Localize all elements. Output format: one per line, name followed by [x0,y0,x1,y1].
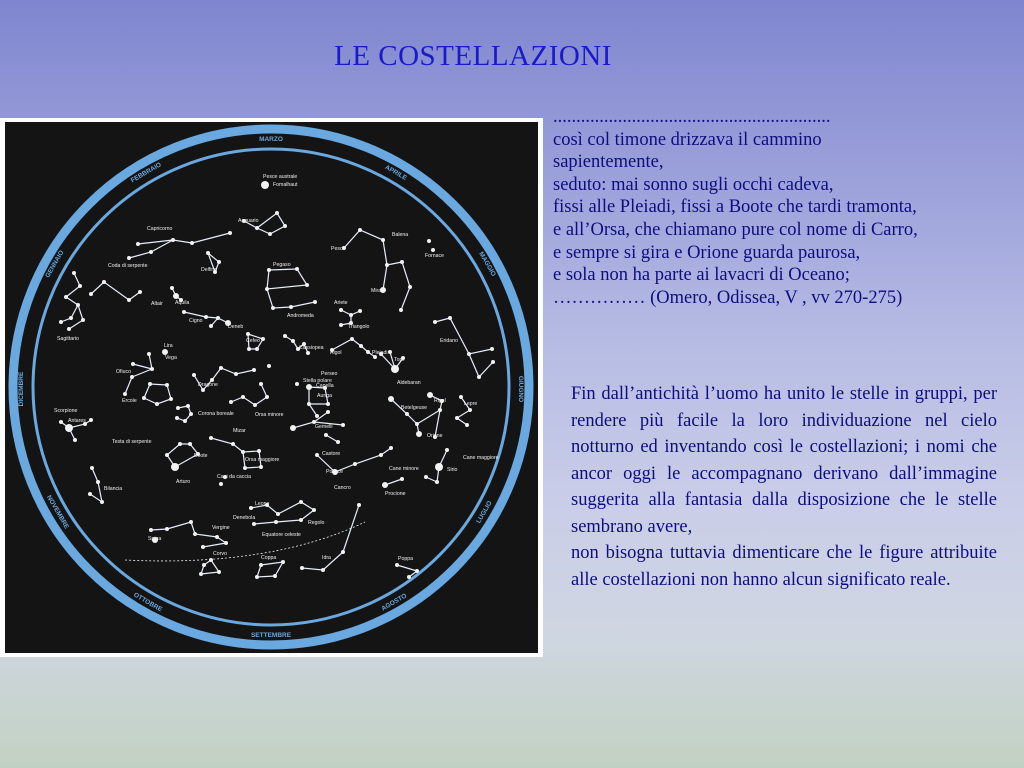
constellation-label: Fornace [425,253,445,259]
star [65,424,73,432]
star [201,388,205,392]
star [427,239,431,243]
star [353,462,357,466]
star [291,339,295,343]
constellation-label: Spiga [148,536,162,542]
constellation-label: Cigno [189,318,203,324]
constellation-label: Auriga [317,393,332,399]
star [321,568,325,572]
star [306,384,312,390]
star [289,305,293,309]
star [491,360,495,364]
star [234,372,238,376]
star [217,570,221,574]
star [130,375,134,379]
star [165,453,169,457]
star [188,442,192,446]
star [427,392,433,398]
poem-line: seduto: mai sonno sugli occhi cadeva, [553,174,834,195]
constellation-label: Acquario [238,218,259,224]
constellation-label: Ercole [122,398,137,404]
star [165,383,169,387]
star [336,440,340,444]
star [438,408,442,412]
month-label: AGOSTO [380,592,409,613]
star [265,395,269,399]
star [468,408,472,412]
constellation-label: Andromeda [287,313,314,319]
star [100,500,104,504]
star [176,406,180,410]
star [267,364,271,368]
star [295,267,299,271]
star [395,563,399,567]
star [78,284,82,288]
star [405,412,409,416]
star [73,438,77,442]
star [127,256,131,260]
constellation-label: Idra [322,555,331,561]
constellation-label: Scorpione [54,408,78,414]
constellation-label: Toro [394,357,405,363]
star [169,397,173,401]
star [261,181,269,189]
star [306,351,310,355]
constellation-label: Stella polare [303,378,332,384]
star [326,402,330,406]
star [81,318,85,322]
star [389,446,393,450]
star [142,396,146,400]
star [255,575,259,579]
constellation-label: Triangolo [348,324,370,330]
month-label: GENNAIO [44,249,66,280]
poem-line: ............................................................ [553,107,831,127]
star [186,404,190,408]
constellation-label: Denebola [233,515,256,521]
constellation-label: Cani da caccia [217,474,252,480]
star [259,563,263,567]
star [350,337,354,341]
star [241,450,245,454]
poem-line: fissi alle Pleiadi, fissi a Boote che tardi tramonta, [553,197,917,218]
star [408,285,412,289]
star [315,414,319,418]
constellation-label: Poppa [398,556,414,562]
star [96,480,100,484]
star-map [5,122,538,653]
star [59,320,63,324]
star [477,375,481,379]
star [381,238,385,242]
star [209,558,213,562]
constellation-label: Bilancia [104,486,123,492]
star [349,313,353,317]
constellation-label: Mira [371,288,382,294]
star [313,300,317,304]
constellation-label: Orsa maggiore [245,457,280,463]
star [189,412,193,416]
star [149,528,153,532]
constellation-label: Balena [392,232,409,238]
constellation-label: Aquila [175,300,190,306]
constellation-label: Coda di serpente [108,263,148,269]
constellation-label: Perseo [321,371,338,377]
month-label: DICEMBRE [18,371,25,407]
star [366,350,370,354]
constellation-label: Polluce [326,469,344,475]
constellation-label: Orione [427,433,443,439]
body-paragraph: non bisogna tuttavia dimenticare che le figure attribuite alle costellazioni non hanno alcun significato reale. [571,543,997,590]
star [204,315,208,319]
star [224,541,228,545]
month-label: FEBBRAIO [129,161,163,185]
star [90,466,94,470]
star [307,402,311,406]
star [388,350,392,354]
star-map-frame [0,118,543,657]
star [358,309,362,313]
body-paragraph: Fin dall’antichità l’uomo ha unito le stelle in gruppi, per rendere più facile la loro individuazione nel cielo notturno ed inventando così le costellazioni; i nomi che ancor oggi le accompagnano derivano dall’immagine suggerita alla fantasia dalla disposizione che le stelle sembrano avere, [571,384,997,537]
star [448,316,452,320]
constellation-label: Ofiuco [116,369,131,375]
star [219,482,223,486]
star [455,416,459,420]
star [209,324,213,328]
star [171,463,179,471]
star [391,365,399,373]
star [148,382,152,386]
constellation-label: Algol [330,350,342,356]
star [183,419,187,423]
star [241,395,245,399]
constellation-label: Sagittario [57,336,79,342]
star [202,563,206,567]
constellation-label: Aldebaran [397,380,421,386]
star [201,545,205,549]
star [276,512,280,516]
star [243,466,247,470]
constellation-label: Ariete [334,300,348,306]
poem-line: e all’Orsa, che chiamano pure col nome di Carro, [553,219,918,240]
star [312,508,316,512]
star [275,211,279,215]
constellation-label: Dragone [198,382,218,388]
star [283,224,287,228]
constellation-label: Vergine [212,525,230,531]
star [435,480,439,484]
star [465,423,469,427]
constellation-label: Eridano [440,338,458,344]
star [281,560,285,564]
constellation-label: Regolo [308,520,325,526]
month-label: MARZO [259,136,283,143]
constellation-label: Vega [165,355,177,361]
constellation-label: Cane maggiore [463,455,499,461]
star [228,231,232,235]
constellation-label: Lira [164,343,173,349]
star [305,283,309,287]
star-map-background [5,122,538,653]
star [69,316,73,320]
constellation-label: Gemelli [315,424,333,430]
month-label: GIUGNO [517,375,524,403]
star [216,316,220,320]
star [459,395,463,399]
constellation-label: Cancro [334,485,351,491]
constellation-label: Antares [68,418,86,424]
constellation-label: Equatore celeste [262,532,301,538]
star [252,368,256,372]
star [388,396,394,402]
constellation-label: Corvo [213,551,227,557]
constellation-label: Cassiopea [299,345,324,351]
star [127,298,131,302]
constellation-label: Pesci [331,246,344,252]
star [72,271,76,275]
star [209,436,213,440]
constellation-label: Mizar [233,428,246,434]
star [433,320,437,324]
star [76,303,80,307]
star [385,263,389,267]
star [182,310,186,314]
constellation-label: Cefeo [246,338,260,344]
star [424,475,428,479]
star [155,402,159,406]
star [283,334,287,338]
star [400,477,404,481]
constellation-label: Coppa [261,555,277,561]
star [219,366,223,370]
star [341,423,345,427]
star [206,251,210,255]
star [150,367,154,371]
star [259,382,263,386]
constellation-label: Fomalhaut [273,182,298,188]
star [416,431,422,437]
constellation-label: Sirio [447,467,458,473]
constellation-label: Testa di serpente [112,439,152,445]
star [67,327,71,331]
star [89,418,93,422]
star [189,520,193,524]
star [136,242,140,246]
month-label: OTTOBRE [132,591,164,614]
star [379,453,383,457]
star [215,535,219,539]
star [123,392,127,396]
star [259,465,263,469]
star [358,228,362,232]
star [178,442,182,446]
constellation-label: Capricorno [147,226,173,232]
star [147,352,151,356]
star [467,352,471,356]
star [193,532,197,536]
star [255,226,259,230]
star [173,293,179,299]
constellation-label: Lepre [464,401,478,407]
star [315,453,319,457]
star [268,232,272,236]
constellation-label: Rigel [434,398,446,404]
constellation-label: Cane minore [389,466,419,472]
star [415,569,419,573]
star [299,500,303,504]
month-label: APRILE [383,163,408,182]
star [271,306,275,310]
star [175,416,179,420]
month-label: LUGLIO [475,499,494,525]
constellation-label: Pegaso [273,262,291,268]
star [217,260,221,264]
body-text [571,381,997,593]
star [246,332,250,336]
star [247,347,251,351]
star [170,286,174,290]
star [431,248,435,252]
star [255,347,259,351]
constellation-label: Pleiadi [372,350,388,356]
star [88,492,92,496]
star [252,522,256,526]
star [339,323,343,327]
star [295,382,299,386]
star [382,482,388,488]
star [299,518,303,522]
star [231,442,235,446]
constellation-label: Arturo [176,479,191,485]
constellation-label: Castore [322,451,341,457]
star [257,449,261,453]
star [339,308,343,312]
star [192,373,196,377]
star [300,566,304,570]
star [149,250,153,254]
star [445,448,449,452]
constellation-label: Betelgeuse [401,405,427,411]
star [274,520,278,524]
star [131,362,135,366]
month-label: SETTEMBRE [250,632,292,639]
constellation-label: Pesce australe [263,174,298,180]
star [265,287,269,291]
slide-title: LE COSTELLAZIONI [334,40,612,72]
star [407,575,411,579]
poem-line: sapientemente, [553,152,664,173]
star [190,241,194,245]
star [261,337,265,341]
star [253,403,257,407]
star [171,238,175,242]
star [138,290,142,294]
poem-line: e sola non ha parte ai lavacri di Oceano; [553,265,850,286]
star [273,574,277,578]
constellation-label: Corona boreale [198,411,234,417]
constellation-label: Deneb [228,324,244,330]
month-label: NOVEMBRE [45,494,70,531]
poem-quote [553,106,1023,309]
constellation-label: Leone [255,501,270,507]
star [59,420,63,424]
constellation-label: Procione [385,491,406,497]
star [229,400,233,404]
star [165,527,169,531]
star [324,433,328,437]
star [249,506,253,510]
constellation-label: Boote [194,453,208,459]
star [341,550,345,554]
star [290,425,296,431]
constellation-label: Delfino [201,267,218,273]
poem-line: …………… (Omero, Odissea, V , vv 270-275) [553,287,903,308]
star [359,344,363,348]
star [415,422,419,426]
star [326,410,330,414]
star [357,503,361,507]
constellation-label: Orsa minore [255,412,284,418]
star [267,268,271,272]
star [490,347,494,351]
star [199,572,203,576]
star [89,292,93,296]
star [64,295,68,299]
constellation-label: Altair [151,301,163,307]
star [435,463,443,471]
constellation-label: Capella [316,383,334,389]
star [399,308,403,312]
poem-line: così col timone drizzava il cammino [553,129,822,150]
poem-line: e sempre si gira e Orione guarda paurosa, [553,242,861,263]
star [102,280,106,284]
star [400,260,404,264]
month-label: MAGGIO [477,250,497,278]
